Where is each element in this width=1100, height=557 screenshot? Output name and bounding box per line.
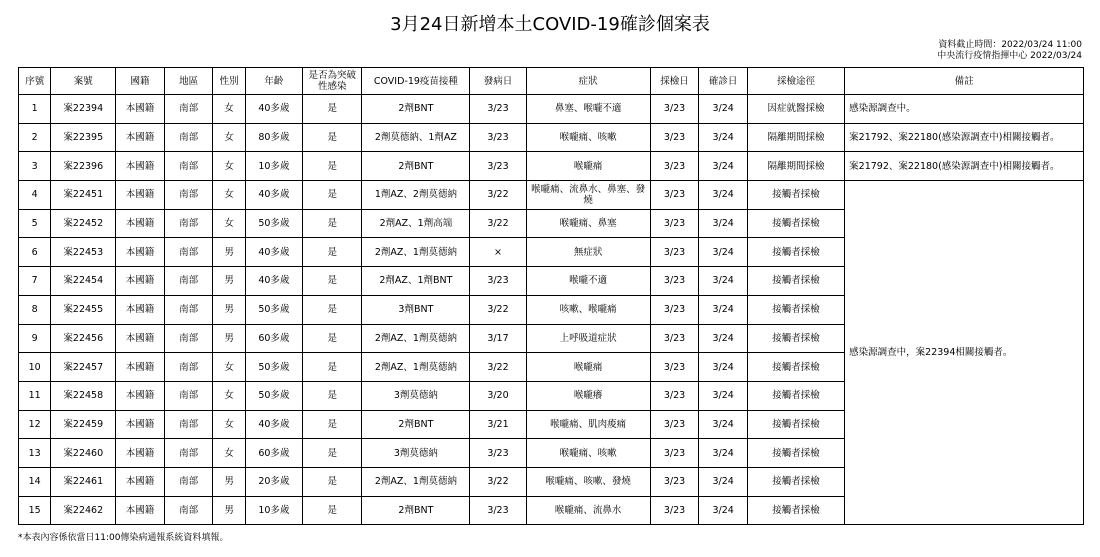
table-cell: 3/24: [699, 181, 748, 210]
table-cell: 3/23: [650, 439, 699, 468]
table-cell: 20多歲: [245, 467, 302, 496]
table-cell: 無症狀: [526, 238, 650, 267]
table-cell: 是: [303, 381, 362, 410]
table-cell: 南部: [164, 267, 213, 296]
table-cell: 9: [19, 324, 51, 353]
table-cell: 是: [303, 152, 362, 181]
table-cell: 接觸者採檢: [747, 295, 844, 324]
issuing-agency: 中央流行疫情指揮中心 2022/03/24: [937, 51, 1082, 61]
table-cell: 案22394: [51, 95, 116, 124]
table-cell: ×: [470, 238, 526, 267]
table-cell: 接觸者採檢: [747, 496, 844, 525]
table-cell: 5: [19, 209, 51, 238]
table-header-row: [19, 68, 1084, 95]
table-cell: 女: [213, 381, 245, 410]
table-cell: 女: [213, 410, 245, 439]
table-cell: 案22462: [51, 496, 116, 525]
table-cell: 3/23: [650, 95, 699, 124]
table-cell: 2劑BNT: [362, 152, 470, 181]
table-cell: 南部: [164, 410, 213, 439]
table-cell: 男: [213, 267, 245, 296]
table-cell: 女: [213, 209, 245, 238]
table-cell: 喉嚨癢: [526, 381, 650, 410]
table-cell: 3/23: [470, 267, 526, 296]
table-cell: 3/22: [470, 209, 526, 238]
table-cell: 是: [303, 439, 362, 468]
page-title: 3月24日新增本土COVID-19確診個案表: [390, 14, 710, 35]
col-header: COVID-19疫苗接種: [362, 68, 470, 95]
table-cell: 3: [19, 152, 51, 181]
table-cell: 2劑莫德納、1劑AZ: [362, 123, 470, 152]
table-cell: 案22456: [51, 324, 116, 353]
col-header: 採檢途徑: [747, 68, 844, 95]
col-header: 國籍: [116, 68, 165, 95]
table-cell: 案22451: [51, 181, 116, 210]
table-cell: 3/24: [699, 353, 748, 382]
table-cell: 3/20: [470, 381, 526, 410]
table-cell: 南部: [164, 238, 213, 267]
table-cell: 接觸者採檢: [747, 181, 844, 210]
table-cell: 本國籍: [116, 381, 165, 410]
table-cell: 案22453: [51, 238, 116, 267]
data-cutoff-time: 資料截止時間：2022/03/24 11:00: [938, 40, 1082, 50]
table-cell: 3/24: [699, 152, 748, 181]
table-cell: 3/23: [650, 496, 699, 525]
table-cell: 本國籍: [116, 496, 165, 525]
table-cell: 是: [303, 410, 362, 439]
table-cell: 2劑BNT: [362, 496, 470, 525]
table-cell: 本國籍: [116, 353, 165, 382]
table-cell: 男: [213, 238, 245, 267]
table-cell: 8: [19, 295, 51, 324]
table-cell: 案22396: [51, 152, 116, 181]
table-cell: 是: [303, 496, 362, 525]
table-cell: 接觸者採檢: [747, 439, 844, 468]
col-header: 序號: [19, 68, 51, 95]
table-cell: 3/23: [650, 324, 699, 353]
table-cell: 案22461: [51, 467, 116, 496]
table-cell: 女: [213, 353, 245, 382]
table-cell: 1劑AZ、2劑莫德納: [362, 181, 470, 210]
case-table: [18, 67, 1084, 525]
table-cell: 喉嚨痛、肌肉痠痛: [526, 410, 650, 439]
table-cell: 3/17: [470, 324, 526, 353]
note-cell-merged: 感染源調查中，案22394相關接觸者。: [845, 181, 1084, 525]
table-cell: 是: [303, 295, 362, 324]
table-cell: 40多歲: [245, 410, 302, 439]
table-cell: 2: [19, 123, 51, 152]
note-cell: 案21792、案22180(感染源調查中)相關接觸者。: [845, 152, 1084, 181]
col-header: 性別: [213, 68, 245, 95]
table-cell: 上呼吸道症狀: [526, 324, 650, 353]
table-cell: 3/21: [470, 410, 526, 439]
table-cell: 案22460: [51, 439, 116, 468]
table-cell: 本國籍: [116, 410, 165, 439]
table-cell: 3/23: [650, 209, 699, 238]
table-cell: 是: [303, 209, 362, 238]
table-cell: 本國籍: [116, 95, 165, 124]
table-cell: 2劑AZ、1劑莫德納: [362, 238, 470, 267]
col-header: 備註: [845, 68, 1084, 95]
table-cell: 咳嗽、喉嚨痛: [526, 295, 650, 324]
table-cell: 南部: [164, 123, 213, 152]
col-header: 年齡: [245, 68, 302, 95]
table-cell: 本國籍: [116, 295, 165, 324]
table-cell: 3/23: [650, 381, 699, 410]
table-cell: 女: [213, 95, 245, 124]
table-cell: 是: [303, 123, 362, 152]
table-cell: 1: [19, 95, 51, 124]
table-cell: 40多歲: [245, 267, 302, 296]
table-cell: 隔離期間採檢: [747, 123, 844, 152]
table-cell: 3/23: [650, 181, 699, 210]
table-cell: 是: [303, 324, 362, 353]
table-cell: 南部: [164, 95, 213, 124]
table-cell: 4: [19, 181, 51, 210]
table-cell: 南部: [164, 324, 213, 353]
note-cell: 案21792、案22180(感染源調查中)相關接觸者。: [845, 123, 1084, 152]
table-cell: 女: [213, 152, 245, 181]
table-cell: 3/23: [650, 295, 699, 324]
table-cell: 2劑AZ、1劑莫德納: [362, 353, 470, 382]
table-cell: 3/24: [699, 467, 748, 496]
table-cell: 接觸者採檢: [747, 209, 844, 238]
table-cell: 11: [19, 381, 51, 410]
table-cell: 接觸者採檢: [747, 353, 844, 382]
table-cell: 3/24: [699, 295, 748, 324]
table-cell: 3/22: [470, 353, 526, 382]
table-cell: 喉嚨痛、咳嗽、發燒: [526, 467, 650, 496]
table-cell: 3/24: [699, 324, 748, 353]
table-cell: 3/24: [699, 209, 748, 238]
col-header: 確診日: [699, 68, 748, 95]
table-cell: 南部: [164, 209, 213, 238]
table-cell: 案22458: [51, 381, 116, 410]
table-cell: 14: [19, 467, 51, 496]
table-cell: 南部: [164, 181, 213, 210]
table-cell: 3/23: [650, 410, 699, 439]
table-cell: 本國籍: [116, 152, 165, 181]
table-cell: 3/24: [699, 238, 748, 267]
table-cell: 2劑BNT: [362, 95, 470, 124]
table-cell: 案22457: [51, 353, 116, 382]
table-cell: 3/23: [470, 123, 526, 152]
table-cell: 接觸者採檢: [747, 467, 844, 496]
table-cell: 南部: [164, 353, 213, 382]
table-cell: 50多歲: [245, 295, 302, 324]
table-cell: 3/23: [650, 353, 699, 382]
table-cell: 3劑莫德納: [362, 381, 470, 410]
table-cell: 60多歲: [245, 439, 302, 468]
table-cell: 接觸者採檢: [747, 381, 844, 410]
table-cell: 2劑BNT: [362, 410, 470, 439]
table-cell: 女: [213, 439, 245, 468]
table-row: [19, 152, 1084, 181]
table-cell: 接觸者採檢: [747, 267, 844, 296]
table-cell: 本國籍: [116, 209, 165, 238]
col-header: 症狀: [526, 68, 650, 95]
table-cell: 40多歲: [245, 95, 302, 124]
table-cell: 因症就醫採檢: [747, 95, 844, 124]
col-header: 案號: [51, 68, 116, 95]
table-cell: 3/24: [699, 123, 748, 152]
table-cell: 隔離期間採檢: [747, 152, 844, 181]
table-row: [19, 95, 1084, 124]
table-cell: 本國籍: [116, 467, 165, 496]
table-cell: 2劑AZ、1劑莫德納: [362, 467, 470, 496]
table-cell: 是: [303, 467, 362, 496]
table-cell: 50多歲: [245, 381, 302, 410]
table-cell: 本國籍: [116, 324, 165, 353]
note-cell: 感染源調查中。: [845, 95, 1084, 124]
table-cell: 2劑AZ、1劑莫德納: [362, 324, 470, 353]
table-cell: 喉嚨不適: [526, 267, 650, 296]
table-cell: 南部: [164, 467, 213, 496]
table-cell: 接觸者採檢: [747, 238, 844, 267]
table-cell: 3/23: [650, 152, 699, 181]
table-cell: 10: [19, 353, 51, 382]
table-cell: 案22395: [51, 123, 116, 152]
table-cell: 3/22: [470, 467, 526, 496]
table-cell: 7: [19, 267, 51, 296]
table-cell: 3/22: [470, 181, 526, 210]
table-cell: 10多歲: [245, 152, 302, 181]
table-cell: 50多歲: [245, 209, 302, 238]
table-cell: 南部: [164, 381, 213, 410]
table-cell: 本國籍: [116, 181, 165, 210]
table-cell: 喉嚨痛: [526, 353, 650, 382]
table-cell: 女: [213, 181, 245, 210]
table-cell: 是: [303, 267, 362, 296]
table-cell: 40多歲: [245, 181, 302, 210]
table-cell: 6: [19, 238, 51, 267]
table-cell: 男: [213, 496, 245, 525]
table-cell: 案22452: [51, 209, 116, 238]
table-cell: 3/23: [470, 152, 526, 181]
table-cell: 鼻塞、喉嚨不適: [526, 95, 650, 124]
footnote: *本表內容係依當日11:00傳染病通報系統資料填報。: [18, 533, 229, 543]
table-cell: 接觸者採檢: [747, 410, 844, 439]
table-cell: 2劑AZ、1劑高端: [362, 209, 470, 238]
table-cell: 女: [213, 123, 245, 152]
table-cell: 3/24: [699, 267, 748, 296]
table-cell: 80多歲: [245, 123, 302, 152]
col-header: 發病日: [470, 68, 526, 95]
table-cell: 本國籍: [116, 123, 165, 152]
table-cell: 男: [213, 295, 245, 324]
table-cell: 3/23: [650, 238, 699, 267]
table-cell: 南部: [164, 496, 213, 525]
table-cell: 是: [303, 95, 362, 124]
table-cell: 60多歲: [245, 324, 302, 353]
report-meta: [937, 40, 1082, 62]
table-cell: 南部: [164, 295, 213, 324]
table-cell: 12: [19, 410, 51, 439]
table-cell: 15: [19, 496, 51, 525]
table-cell: 3/24: [699, 381, 748, 410]
table-cell: 3/24: [699, 95, 748, 124]
table-cell: 3/23: [650, 267, 699, 296]
table-cell: 男: [213, 467, 245, 496]
table-cell: 喉嚨痛、流鼻水: [526, 496, 650, 525]
table-cell: 3/23: [650, 467, 699, 496]
table-cell: 男: [213, 324, 245, 353]
table-cell: 50多歲: [245, 353, 302, 382]
table-cell: 2劑AZ、1劑BNT: [362, 267, 470, 296]
table-cell: 3/23: [650, 123, 699, 152]
table-row: [19, 181, 1084, 210]
table-cell: 喉嚨痛、流鼻水、鼻塞、發燒: [526, 181, 650, 210]
table-cell: 案22459: [51, 410, 116, 439]
table-cell: 3/23: [470, 95, 526, 124]
table-cell: 喉嚨痛、咳嗽: [526, 123, 650, 152]
col-header: 是否為突破性感染: [303, 68, 362, 95]
table-cell: 喉嚨痛、咳嗽: [526, 439, 650, 468]
col-header: 地區: [164, 68, 213, 95]
table-cell: 40多歲: [245, 238, 302, 267]
table-cell: 3劑莫德納: [362, 439, 470, 468]
table-cell: 喉嚨痛: [526, 152, 650, 181]
table-cell: 本國籍: [116, 267, 165, 296]
table-cell: 3/24: [699, 410, 748, 439]
table-cell: 10多歲: [245, 496, 302, 525]
table-cell: 3/24: [699, 439, 748, 468]
table-cell: 3/23: [470, 496, 526, 525]
table-cell: 本國籍: [116, 439, 165, 468]
table-cell: 3/23: [470, 439, 526, 468]
col-header: 採檢日: [650, 68, 699, 95]
table-cell: 南部: [164, 439, 213, 468]
table-row: [19, 123, 1084, 152]
table-cell: 案22455: [51, 295, 116, 324]
table-cell: 接觸者採檢: [747, 324, 844, 353]
table-cell: 是: [303, 353, 362, 382]
table-cell: 是: [303, 181, 362, 210]
table-cell: 3/24: [699, 496, 748, 525]
table-cell: 喉嚨痛、鼻塞: [526, 209, 650, 238]
table-cell: 3/22: [470, 295, 526, 324]
table-cell: 本國籍: [116, 238, 165, 267]
table-cell: 案22454: [51, 267, 116, 296]
table-body: [19, 95, 1084, 525]
table-cell: 是: [303, 238, 362, 267]
table-cell: 南部: [164, 152, 213, 181]
table-cell: 13: [19, 439, 51, 468]
table-cell: 3劑BNT: [362, 295, 470, 324]
